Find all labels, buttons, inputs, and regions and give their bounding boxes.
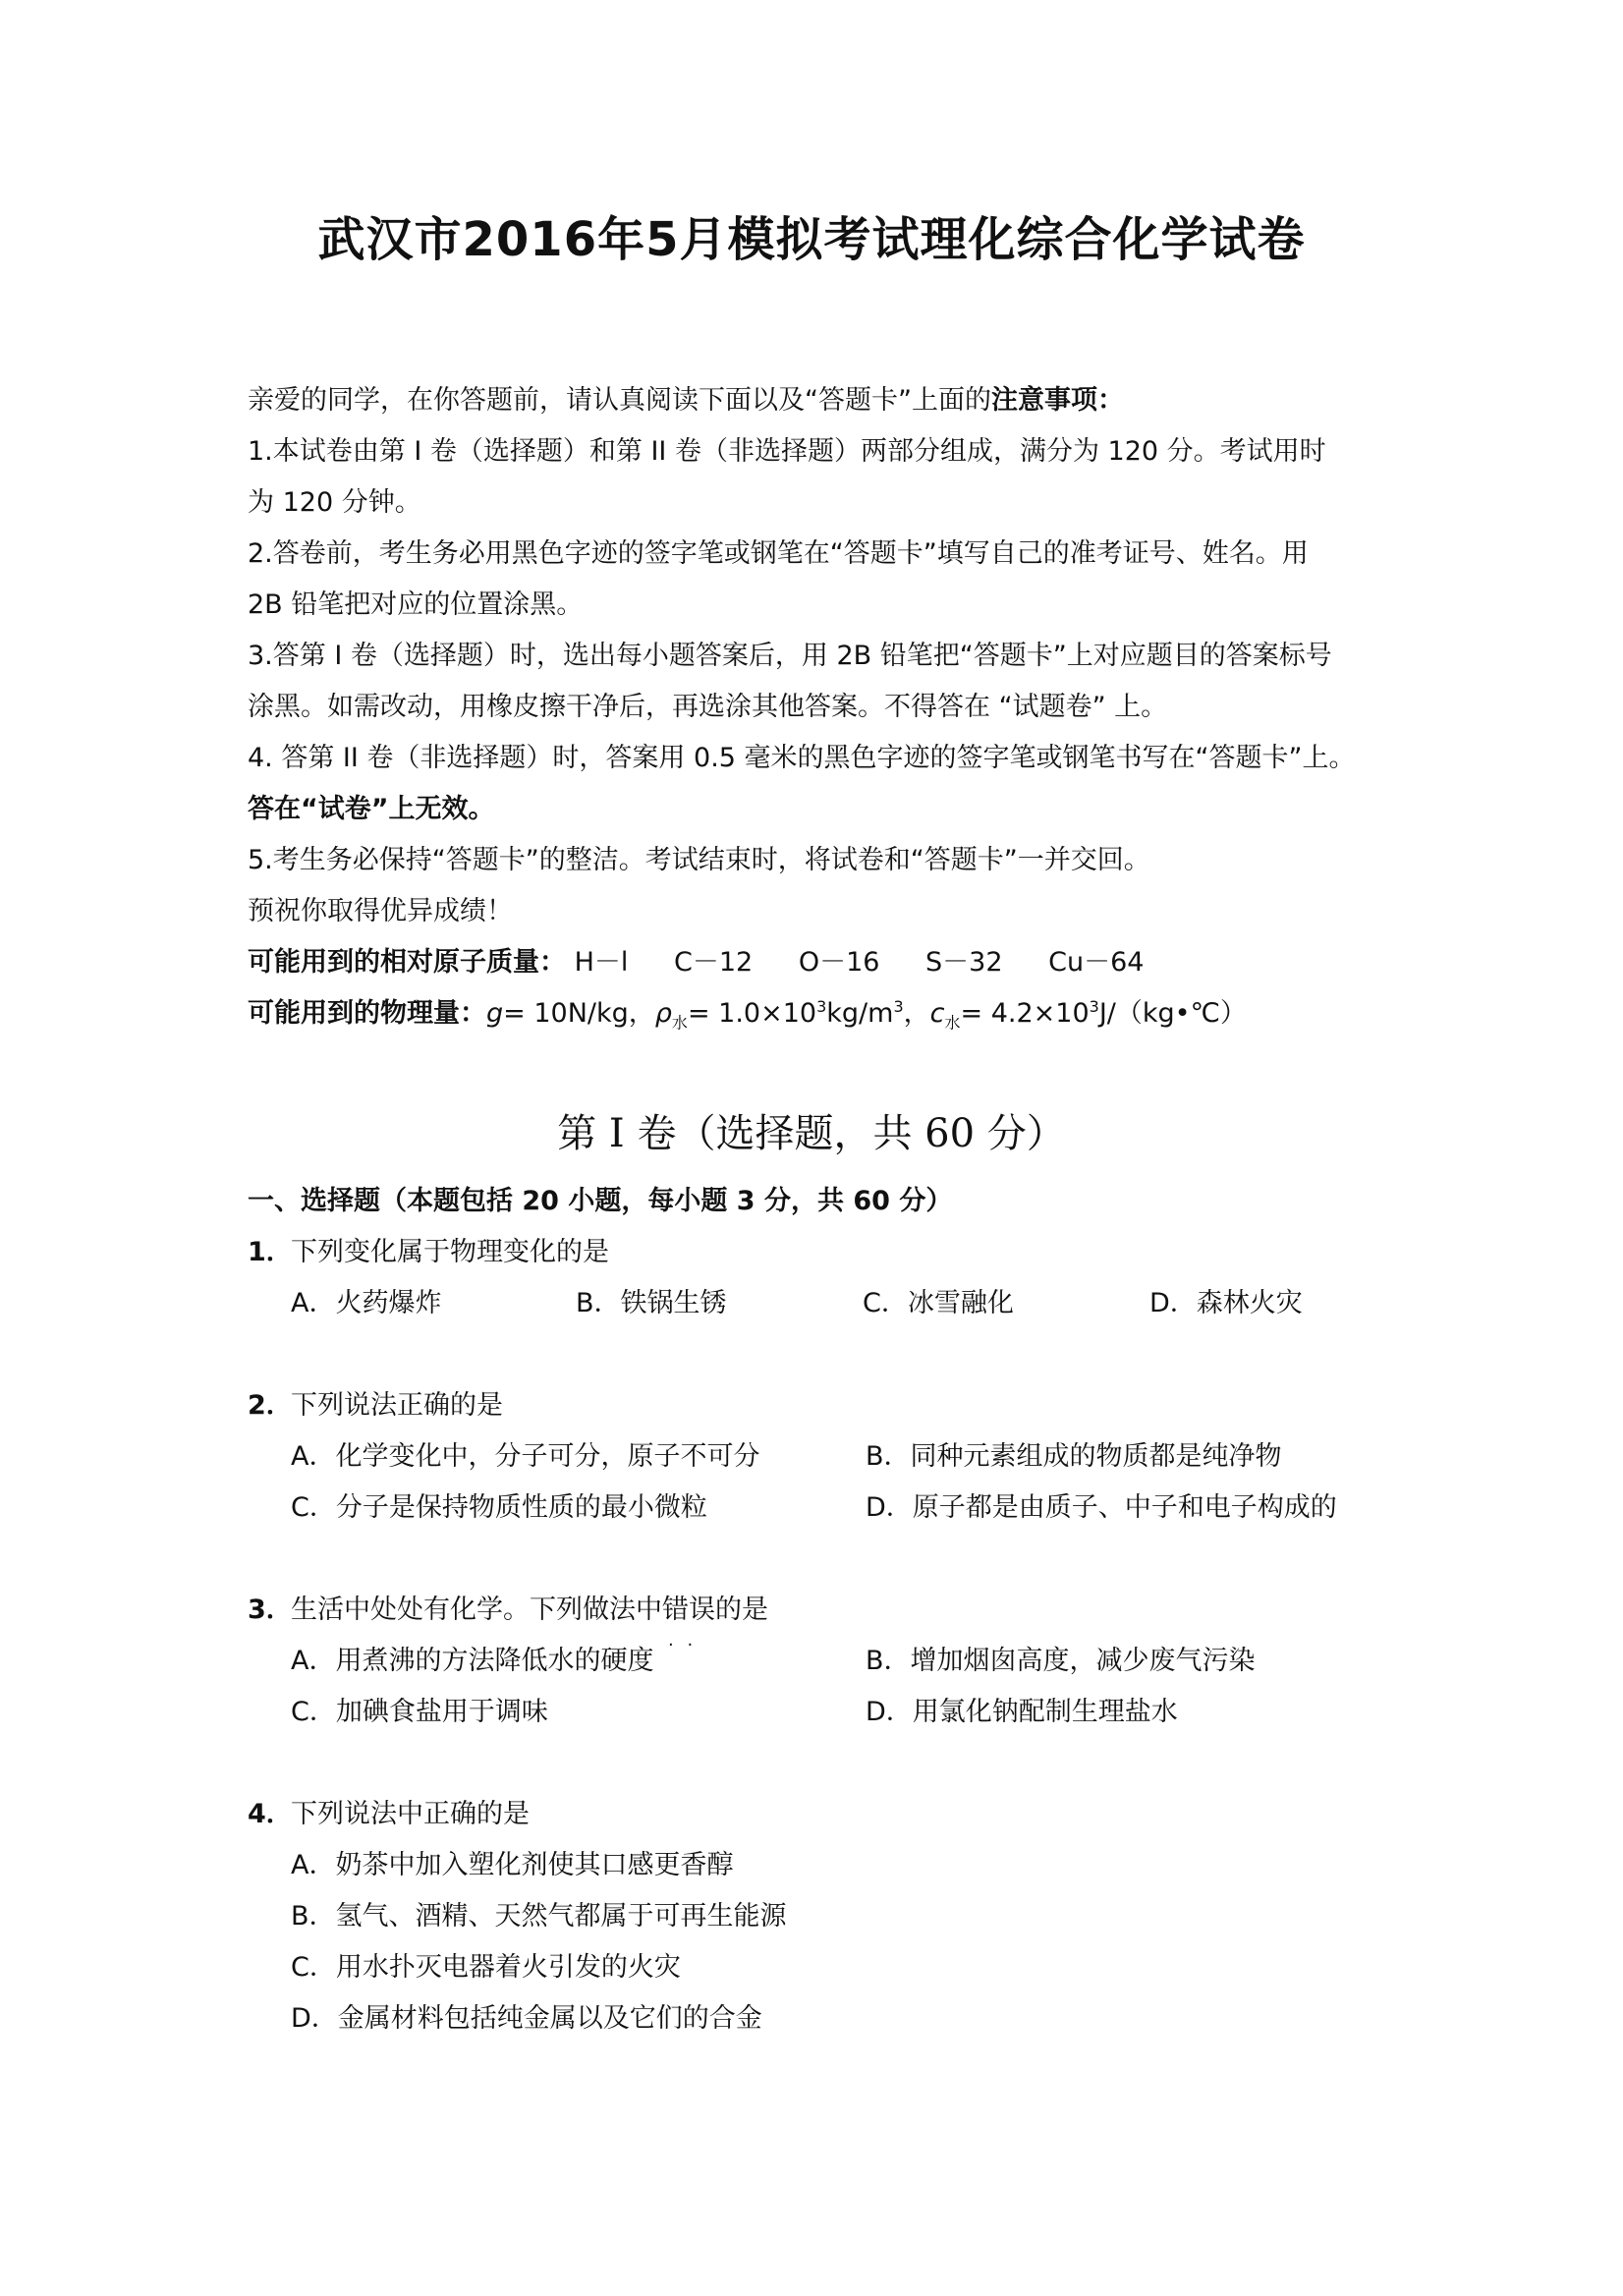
rho-value: = 1.0×10 — [687, 998, 817, 1029]
notice-block — [248, 375, 1397, 1039]
rho-unit: kg/m — [826, 998, 894, 1029]
notice-intro-text: 亲爱的同学，在你答题前，请认真阅读下面以及“答题卡”上面的 — [248, 385, 991, 416]
notice-item-1-line-2: 为 120 分钟。 — [248, 487, 421, 518]
c-symbol: c — [929, 998, 945, 1029]
rho-subscript: 水 — [671, 1013, 688, 1033]
option-a: A．化学变化中，分子可分，原子不可分 — [291, 1441, 760, 1472]
option-b: B．铁锅生锈 — [576, 1288, 727, 1318]
option-d: D．森林火灾 — [1149, 1288, 1303, 1318]
rho-exponent: 3 — [816, 997, 827, 1016]
option-b: B．增加烟囱高度，减少废气污染 — [866, 1646, 1256, 1676]
question-stem — [248, 1789, 1397, 1840]
question-text: 下列说法中正确的是 — [291, 1799, 530, 1829]
rho-separator: ， — [903, 998, 930, 1029]
question-stem — [248, 1227, 1397, 1278]
c-unit: J/（kg•℃） — [1098, 998, 1247, 1029]
notice-item-2-line-2: 2B 铅笔把对应的位置涂黑。 — [248, 589, 584, 620]
question-text-pre: 生活中处处有化学。下列做法中 — [291, 1595, 662, 1625]
option-a: A．用煮沸的方法降低水的硬度 — [291, 1646, 654, 1676]
c-exponent: 3 — [1089, 997, 1099, 1016]
rho-unit-exponent: 3 — [893, 997, 904, 1016]
option-c: C．冰雪融化 — [863, 1288, 1014, 1318]
atomic-mass-s: S－32 — [925, 947, 1003, 978]
atomic-masses-label: 可能用到的相对原子质量： — [248, 947, 566, 978]
question-4 — [248, 1789, 1397, 2044]
option-grid — [248, 1431, 1397, 1534]
option-row — [248, 1278, 1397, 1329]
option-a: A．奶茶中加入塑化剂使其口感更香醇 — [291, 1850, 734, 1880]
physical-constants-label: 可能用到的物理量： — [248, 998, 486, 1029]
notice-intro-bold: 注意事项： — [990, 385, 1124, 416]
question-text-emphasis: 错误 · · — [662, 1595, 715, 1625]
option-d: D．金属材料包括纯金属以及它们的合金 — [291, 2003, 762, 2034]
atomic-mass-o: O－16 — [798, 947, 880, 978]
g-symbol: g — [486, 998, 504, 1029]
question-number: 3． — [248, 1595, 293, 1625]
atomic-mass-c: C－12 — [674, 947, 754, 978]
section-heading: 一、选择题（本题包括 20 小题，每小题 3 分，共 60 分） — [248, 1186, 953, 1216]
notice-item-5: 5.考生务必保持“答题卡”的整洁。考试结束时，将试卷和“答题卡”一并交回。 — [248, 845, 1150, 875]
option-list — [248, 1840, 1397, 2044]
option-d: D．用氯化钠配制生理盐水 — [866, 1697, 1178, 1727]
notice-item-3-line-2: 涂黑。如需改动，用橡皮擦干净后，再选涂其他答案。不得答在 “试题卷” 上。 — [248, 692, 1168, 722]
option-grid — [248, 1636, 1397, 1738]
question-stem — [248, 1380, 1397, 1431]
option-c: C．加碘食盐用于调味 — [291, 1697, 548, 1727]
option-c: C．用水扑灭电器着火引发的火灾 — [291, 1952, 681, 1983]
rho-symbol: ρ — [654, 998, 672, 1029]
notice-wish: 预祝你取得优异成绩！ — [248, 896, 513, 926]
atomic-masses-line — [248, 937, 1397, 988]
question-3 — [248, 1585, 1397, 1738]
notice-item-1-line-1: 1.本试卷由第 I 卷（选择题）和第 II 卷（非选择题）两部分组成，满分为 120 分。考试用时 — [248, 436, 1326, 467]
question-number: 2． — [248, 1390, 293, 1421]
exam-title: 武汉市2016年5月模拟考试理化综合化学试卷 — [317, 212, 1306, 267]
option-b: B．氢气、酒精、天然气都属于可再生能源 — [291, 1901, 787, 1932]
g-value: = 10N/kg， — [503, 998, 655, 1029]
option-c: C．分子是保持物质性质的最小微粒 — [291, 1492, 707, 1523]
questions-block — [248, 1176, 1397, 2096]
option-b: B．同种元素组成的物质都是纯净物 — [866, 1441, 1282, 1472]
question-1 — [248, 1227, 1397, 1329]
question-text-post: 的是 — [715, 1595, 768, 1625]
notice-intro — [248, 375, 1397, 426]
question-text: 下列说法正确的是 — [291, 1390, 503, 1421]
c-subscript: 水 — [944, 1013, 961, 1033]
atomic-mass-h: H－l — [574, 947, 629, 978]
question-2 — [248, 1380, 1397, 1534]
question-text: 下列变化属于物理变化的是 — [291, 1237, 609, 1267]
question-number: 1． — [248, 1237, 293, 1267]
question-stem — [248, 1585, 1397, 1636]
question-number: 4． — [248, 1799, 293, 1829]
atomic-mass-cu: Cu－64 — [1048, 947, 1145, 978]
notice-item-2-line-1: 2.答卷前，考生务必用黑色字迹的签字笔或钢笔在“答题卡”填写自己的准考证号、姓名。用 — [248, 538, 1309, 569]
section-title: 第 I 卷（选择题，共 60 分） — [557, 1111, 1066, 1156]
notice-item-3-line-1: 3.答第 I 卷（选择题）时，选出每小题答案后，用 2B 铅笔把“答题卡”上对应题目的答案标号 — [248, 641, 1332, 671]
option-a: A．火药爆炸 — [291, 1288, 442, 1318]
c-value: = 4.2×10 — [960, 998, 1090, 1029]
physical-constants-line — [248, 988, 1397, 1039]
notice-item-4-line-2: 答在“试卷”上无效。 — [248, 794, 495, 824]
notice-item-4-line-1: 4. 答第 II 卷（非选择题）时，答案用 0.5 毫米的黑色字迹的签字笔或钢笔书写在“答题卡”上。 — [248, 743, 1356, 773]
option-d: D．原子都是由质子、中子和电子构成的 — [866, 1492, 1337, 1523]
